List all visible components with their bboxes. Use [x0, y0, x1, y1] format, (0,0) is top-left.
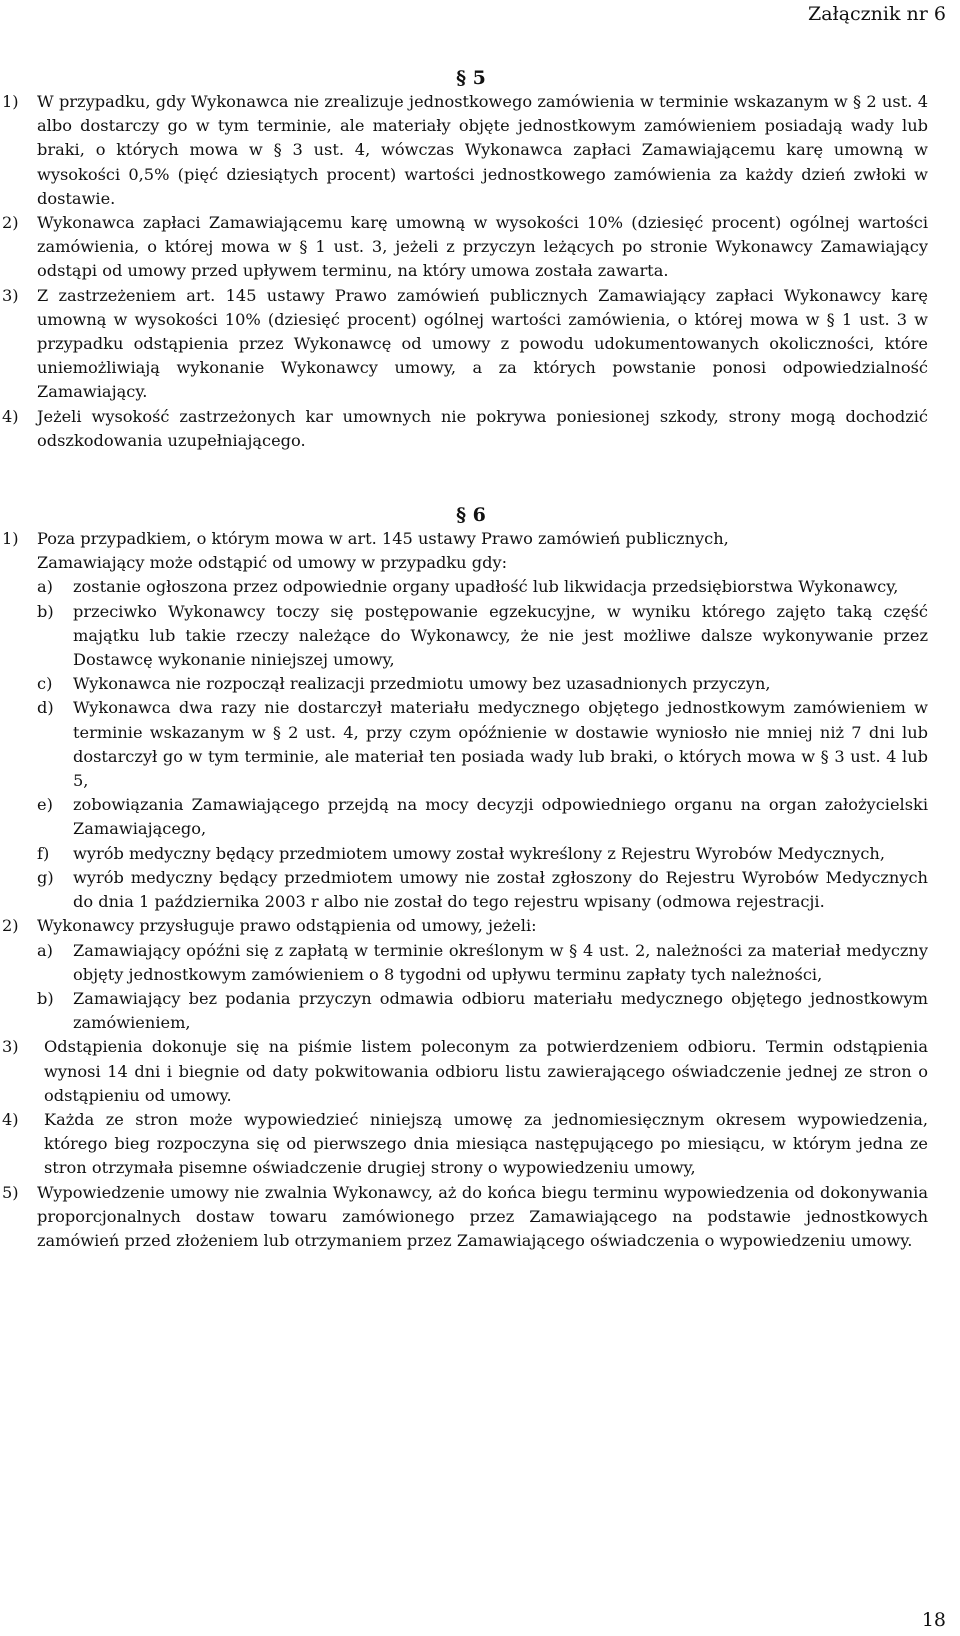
subitem-1e	[0, 793, 928, 841]
subitem-text: Zamawiający bez podania przyczyn odmawia odbioru materiału medycznego objętego jednostkowym zamówieniem,	[73, 988, 928, 1033]
subitem-2a	[0, 939, 928, 987]
section-6-item-5	[0, 1181, 928, 1254]
page-number: 18	[921, 1609, 946, 1631]
subitem-text: Zamawiający opóźni się z zapłatą w terminie określonym w § 4 ust. 2, należności za materiał medyczny objęty jednostkowym zamówieniem o 8 tygodni od upływu terminu zapłaty tych należności,	[73, 940, 928, 984]
item-text: Wypowiedzenie umowy nie zwalnia Wykonawcy, aż do końca biegu terminu wypowiedzenia od dokonywania proporcjonalnych dostaw towaru zamówionego przez Zamawiającego na podstawie jednostkowych zamówień przed złożeniem lub otrzymaniem przez Zamawiającego oświadczenia o wypowiedzeniu umowy.	[37, 1182, 928, 1250]
item-number: 2)	[2, 916, 19, 936]
item-text: Każda ze stron może wypowiedzieć niniejszą umowę za jednomiesięcznym okresem wypowiedzenia, którego bieg rozpoczyna się od pierwszego dnia miesiąca następującego po miesiącu, w którym jedna ze stron otrzymała pisemne oświadczenie drugiej strony o wypowiedzeniu umowy,	[44, 1109, 928, 1178]
section-5-item-2	[0, 211, 928, 284]
subitem-text: wyrób medyczny będący przedmiotem umowy został wykreślony z Rejestru Wyrobów Medycznych,	[73, 843, 885, 863]
section-5-heading: § 5	[456, 67, 486, 89]
section-5-item-4	[0, 405, 928, 453]
subitem-letter: a)	[37, 577, 53, 597]
subitem-text: wyrób medyczny będący przedmiotem umowy nie został zgłoszony do Rejestru Wyrobów Medycznych do dnia 1 października 2003 r albo nie został do tego rejestru wpisany (odmowa rejestracji.	[73, 867, 928, 912]
section-6-item-2	[0, 914, 928, 938]
item-number: 2)	[2, 213, 19, 233]
item-number: 1)	[2, 529, 19, 549]
section-6-item-1	[0, 527, 928, 551]
section-6-item-1-lead: Zamawiający może odstąpić od umowy w przypadku gdy:	[37, 553, 508, 573]
subitem-1a	[0, 575, 928, 599]
subitem-letter: f)	[37, 843, 50, 863]
item-text: Wykonawcy przysługuje prawo odstąpienia od umowy, jeżeli:	[37, 916, 537, 936]
section-6-item-4	[0, 1108, 928, 1181]
item-text: Wykonawca zapłaci Zamawiającemu karę umowną w wysokości 10% (dziesięć procent) ogólnej wartości zamówienia, o której mowa w § 1 ust. 3, jeżeli z przyczyn leżących po stronie Wykonawcy Zamawiający odstąpi od umowy przed upływem terminu, na który umowa została zawarta.	[37, 213, 928, 281]
item-number: 4)	[2, 406, 19, 426]
section-5-item-1	[0, 90, 928, 211]
subitem-letter: d)	[37, 698, 54, 718]
subitem-text: zostanie ogłoszona przez odpowiednie organy upadłość lub likwidacja przedsiębiorstwa Wykonawcy,	[73, 577, 899, 597]
subitem-letter: b)	[37, 988, 54, 1008]
item-number: 1)	[2, 92, 19, 111]
item-number: 4)	[2, 1109, 19, 1129]
document-body	[0, 66, 928, 1253]
subitem-1f	[0, 842, 928, 866]
subitem-letter: c)	[37, 674, 53, 694]
attachment-label: Załącznik nr 6	[808, 3, 946, 25]
subitem-letter: g)	[37, 867, 54, 887]
subitem-1g	[0, 866, 928, 914]
subitem-1c	[0, 672, 928, 696]
item-text: Z zastrzeżeniem art. 145 ustawy Prawo zamówień publicznych Zamawiający zapłaci Wykonawcy karę umowną w wysokości 10% (dziesięć procent) ogólnej wartości zamówienia, o której mowa w § 1 ust. 3 w przypadku odstąpienia przez Wykonawcę od umowy z powodu udokumentowanych okoliczności, które uniemożliwiają wykonanie Wykonawcy umowy, a za których powstanie ponosi odpowiedzialność Zamawiający.	[37, 285, 928, 402]
section-6-heading: § 6	[456, 504, 486, 527]
item-text: Jeżeli wysokość zastrzeżonych kar umownych nie pokrywa poniesionej szkody, strony mogą dochodzić odszkodowania uzupełniającego.	[37, 406, 928, 450]
item-number: 3)	[2, 1037, 19, 1057]
item-number: 3)	[2, 285, 19, 305]
item-text: Odstąpienia dokonuje się na piśmie listem poleconym za potwierdzeniem odbioru. Termin odstąpienia wynosi 14 dni i biegnie od daty pokwitowania odbioru listu zawierającego oświadczenie jednej ze stron o odstąpieniu od umowy.	[44, 1037, 928, 1105]
subitem-letter: a)	[37, 940, 53, 960]
subitem-text: Wykonawca dwa razy nie dostarczył materiału medycznego objętego jednostkowym zamówieniem w terminie wskazanym w § 2 ust. 4, przy czym opóźnienie w dostawie wyniosło nie mniej niż 7 dni lub dostarczył go w tym terminie, ale materiał ten posiada wady lub braki, o których mowa w § 3 ust. 4 lub 5,	[73, 698, 928, 791]
item-text: W przypadku, gdy Wykonawca nie zrealizuje jednostkowego zamówienia w terminie wskazanym w § 2 ust. 4 albo dostarczy go w tym terminie, ale materiały objęte jednostkowym zamówieniem posiadają wady lub braki, o których mowa w § 3 ust. 4, wówczas Wykonawca zapłaci Zamawiającemu karę umowną w wysokości 0,5% (pięć dziesiątych procent) wartości jednostkowego zamówienia za każdy dzień zwłoki w dostawie.	[37, 92, 928, 208]
subitem-text: przeciwko Wykonawcy toczy się postępowanie egzekucyjne, w wyniku którego zajęto taką część majątku lub takie rzeczy należące do Wykonawcy, że nie jest możliwe dalsze wykonywanie przez Dostawcę wykonanie niniejszej umowy,	[73, 601, 928, 670]
item-number: 5)	[2, 1182, 19, 1202]
subitem-1b	[0, 600, 928, 673]
subitem-letter: e)	[37, 795, 53, 815]
subitem-text: Wykonawca nie rozpoczął realizacji przedmiotu umowy bez uzasadnionych przyczyn,	[73, 674, 771, 694]
subitem-1d	[0, 696, 928, 793]
item-text: Poza przypadkiem, o którym mowa w art. 145 ustawy Prawo zamówień publicznych,	[37, 529, 729, 549]
subitem-text: zobowiązania Zamawiającego przejdą na mocy decyzji odpowiedniego organu na organ założycielski Zamawiającego,	[73, 795, 928, 839]
section-5-item-3	[0, 284, 928, 405]
section-6-item-3	[0, 1035, 928, 1108]
subitem-2b	[0, 987, 928, 1035]
subitem-letter: b)	[37, 601, 54, 621]
